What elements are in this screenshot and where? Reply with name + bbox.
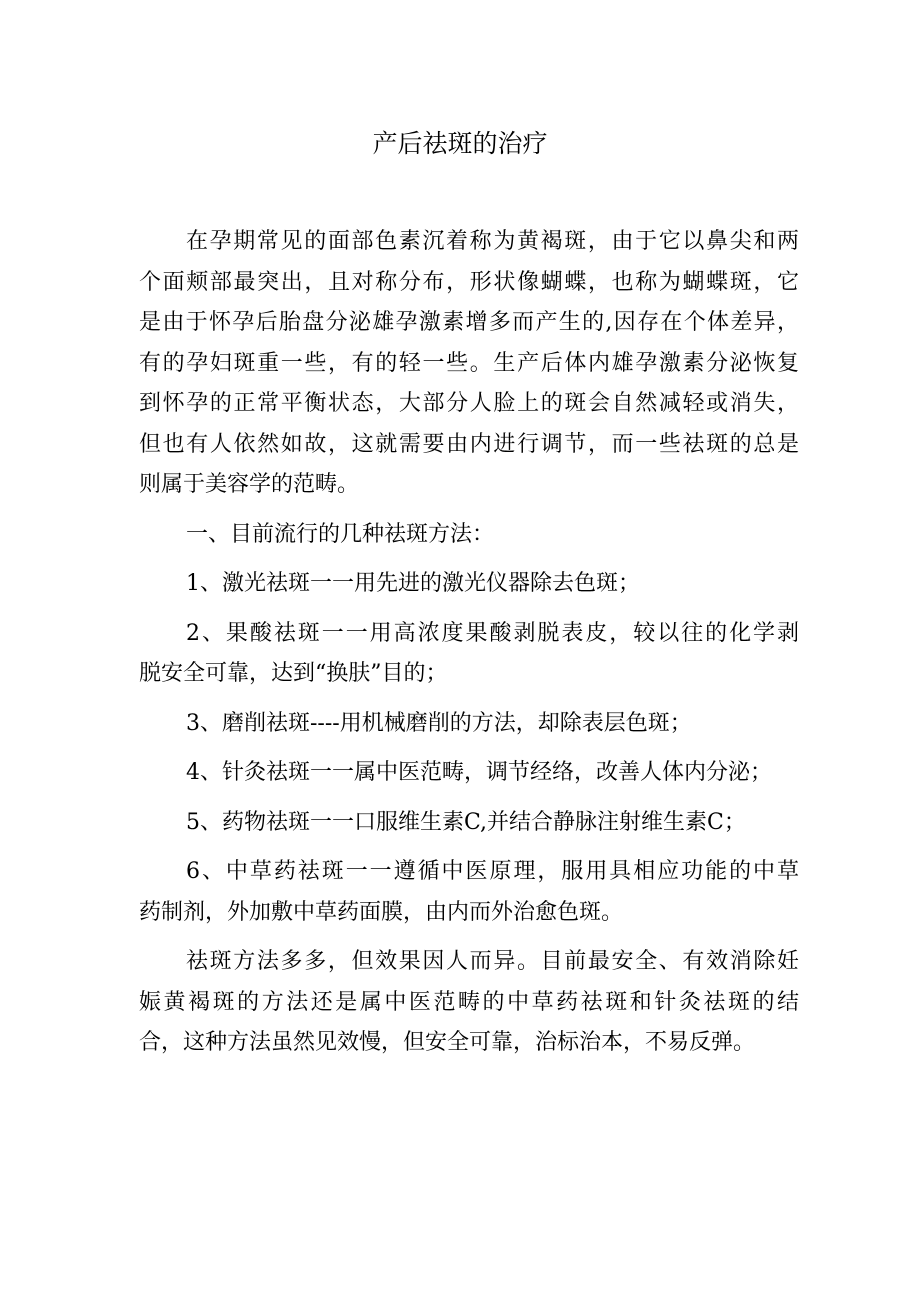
list-item-method-2 bbox=[139, 614, 799, 695]
text-line: 到怀孕的正常平衡状态，大部分人脸上的斑会自然减轻或消失， bbox=[139, 391, 799, 416]
text-line: 在孕期常见的面部色素沉着称为黄褐斑，由于它以鼻尖和两 bbox=[186, 229, 799, 254]
list-item-method-5 bbox=[139, 803, 799, 844]
text-line: 但也有人依然如故，这就需要由内进行调节，而一些祛斑的总是 bbox=[139, 431, 799, 457]
paragraph-conclusion bbox=[139, 942, 799, 1064]
text-line: 药制剂，外加敷中草药面膜，由内而外治愈色斑。 bbox=[139, 899, 624, 925]
text-line: 是由于怀孕后胎盘分泌雄孕激素增多而产生的,因存在个体差异， bbox=[139, 310, 799, 335]
document-body bbox=[139, 222, 799, 1064]
text-line: 6、中草药祛斑一一遵循中医原理，服用具相应功能的中草 bbox=[186, 859, 799, 884]
section-heading bbox=[139, 515, 799, 556]
text-line: 5、药物祛斑一一口服维生素C,并结合静脉注射维生素C； bbox=[186, 809, 746, 835]
list-item-method-1 bbox=[139, 564, 799, 605]
text-line: 合，这种方法虽然见效慢，但安全可靠，治标治本，不易反弹。 bbox=[139, 1030, 756, 1055]
text-line: 祛斑方法多多，但效果因人而异。目前最安全、有效消除妊 bbox=[186, 949, 799, 974]
list-item-method-4 bbox=[139, 753, 799, 794]
text-line: 一、目前流行的几种祛斑方法： bbox=[186, 521, 495, 547]
text-line: 1、激光祛斑一一用先进的激光仪器除去色斑； bbox=[186, 571, 640, 596]
document-title: 产后祛斑的治疗 bbox=[372, 129, 548, 158]
text-line: 脱安全可靠，达到“换肤”目的； bbox=[139, 661, 448, 686]
text-line: 个面颊部最突出，且对称分布，形状像蝴蝶，也称为蝴蝶斑，它 bbox=[139, 269, 799, 295]
text-line: 2、果酸祛斑一一用高浓度果酸剥脱表皮，较以往的化学剥 bbox=[186, 620, 799, 646]
list-item-method-6 bbox=[139, 852, 799, 933]
text-line: 有的孕妇斑重一些，有的轻一些。生产后体内雄孕激素分泌恢复 bbox=[139, 350, 799, 376]
text-line: 3、磨削祛斑----用机械磨削的方法，却除表层色斑； bbox=[186, 710, 692, 736]
paragraph-intro bbox=[139, 222, 799, 506]
list-item-method-3 bbox=[139, 704, 799, 745]
text-line: 4、针灸祛斑一一属中医范畴，调节经络，改善人体内分泌； bbox=[186, 760, 772, 785]
text-line: 则属于美容学的范畴。 bbox=[139, 472, 360, 497]
text-line: 娠黄褐斑的方法还是属中医范畴的中草药祛斑和针灸祛斑的结 bbox=[139, 989, 799, 1015]
